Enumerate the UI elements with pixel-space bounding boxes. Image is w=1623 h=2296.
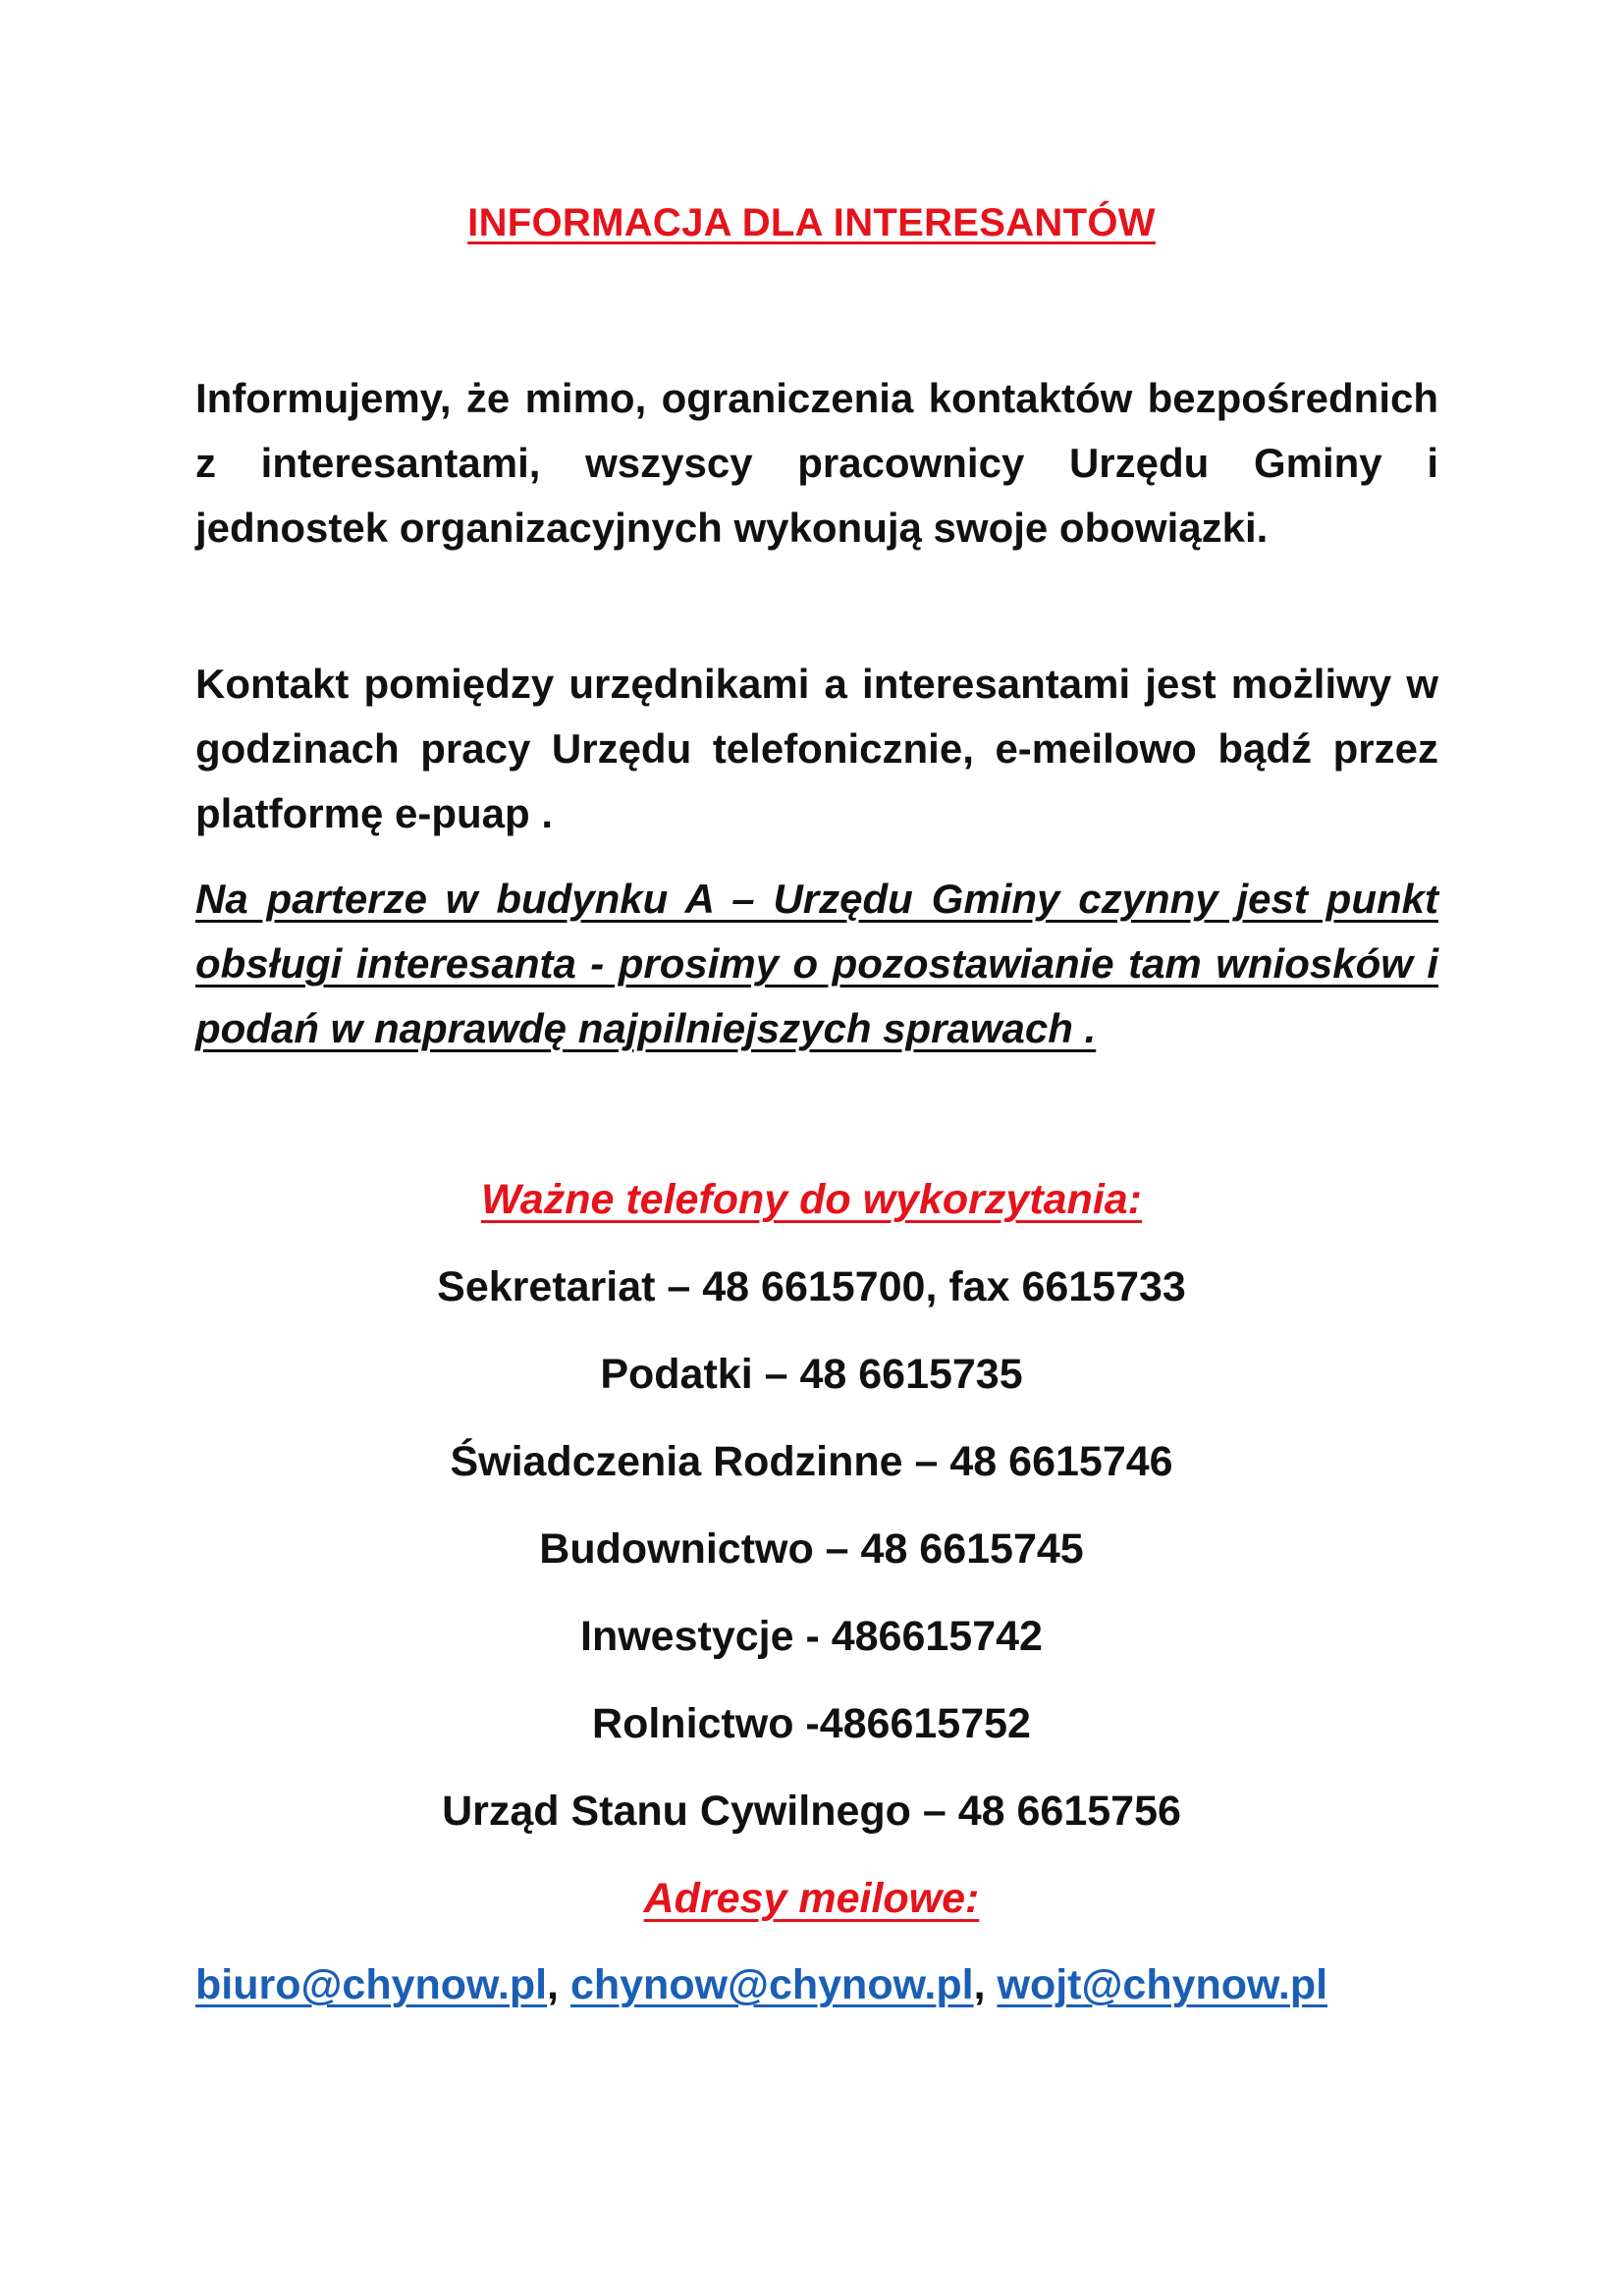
phone-line: Inwestycje - 486615742 [580,1613,1043,1660]
paragraph-contact: Kontakt pomiędzy urzędnikami a interesantami jest możliwy w godzinach pracy Urzędu telefonicznie, e-meilowo bądź przez platformę e-puap . [195,661,1438,836]
paragraph-service-point: Na parterze w budynku A – Urzędu Gminy czynny jest punkt obsługi interesanta - prosimy o pozostawianie tam wniosków i podań w naprawdę najpilniejszych sprawach . [195,876,1438,1051]
page-title: INFORMACJA DLA INTERESANTÓW [467,201,1156,244]
phone-line: Rolnictwo -486615752 [592,1700,1031,1747]
phone-line: Sekretariat – 48 6615700, fax 6615733 [437,1263,1186,1310]
email-link-wojt[interactable]: wojt@chynow.pl [997,1961,1328,2008]
email-separator: , [973,1961,998,2008]
email-link-biuro[interactable]: biuro@chynow.pl [195,1961,548,2008]
phone-line: Urząd Stanu Cywilnego – 48 6615756 [442,1788,1181,1835]
email-link-chynow[interactable]: chynow@chynow.pl [569,1961,974,2008]
emails-heading: Adresy meilowe: [643,1875,980,1922]
email-separator: , [547,1961,570,2008]
phone-line: Podatki – 48 6615735 [600,1351,1023,1398]
phone-line: Świadczenia Rodzinne – 48 6615746 [450,1438,1173,1485]
paragraph-info: Informujemy, że mimo, ograniczenia kontaktów bezpośrednich z interesantami, wszyscy pracownicy Urzędu Gminy i jednostek organizacyjnych wykonują swoje obowiązki. [195,375,1438,551]
phones-heading: Ważne telefony do wykorzytania: [480,1176,1142,1223]
email-list [195,1961,1327,2009]
phone-line: Budownictwo – 48 6615745 [539,1525,1084,1573]
